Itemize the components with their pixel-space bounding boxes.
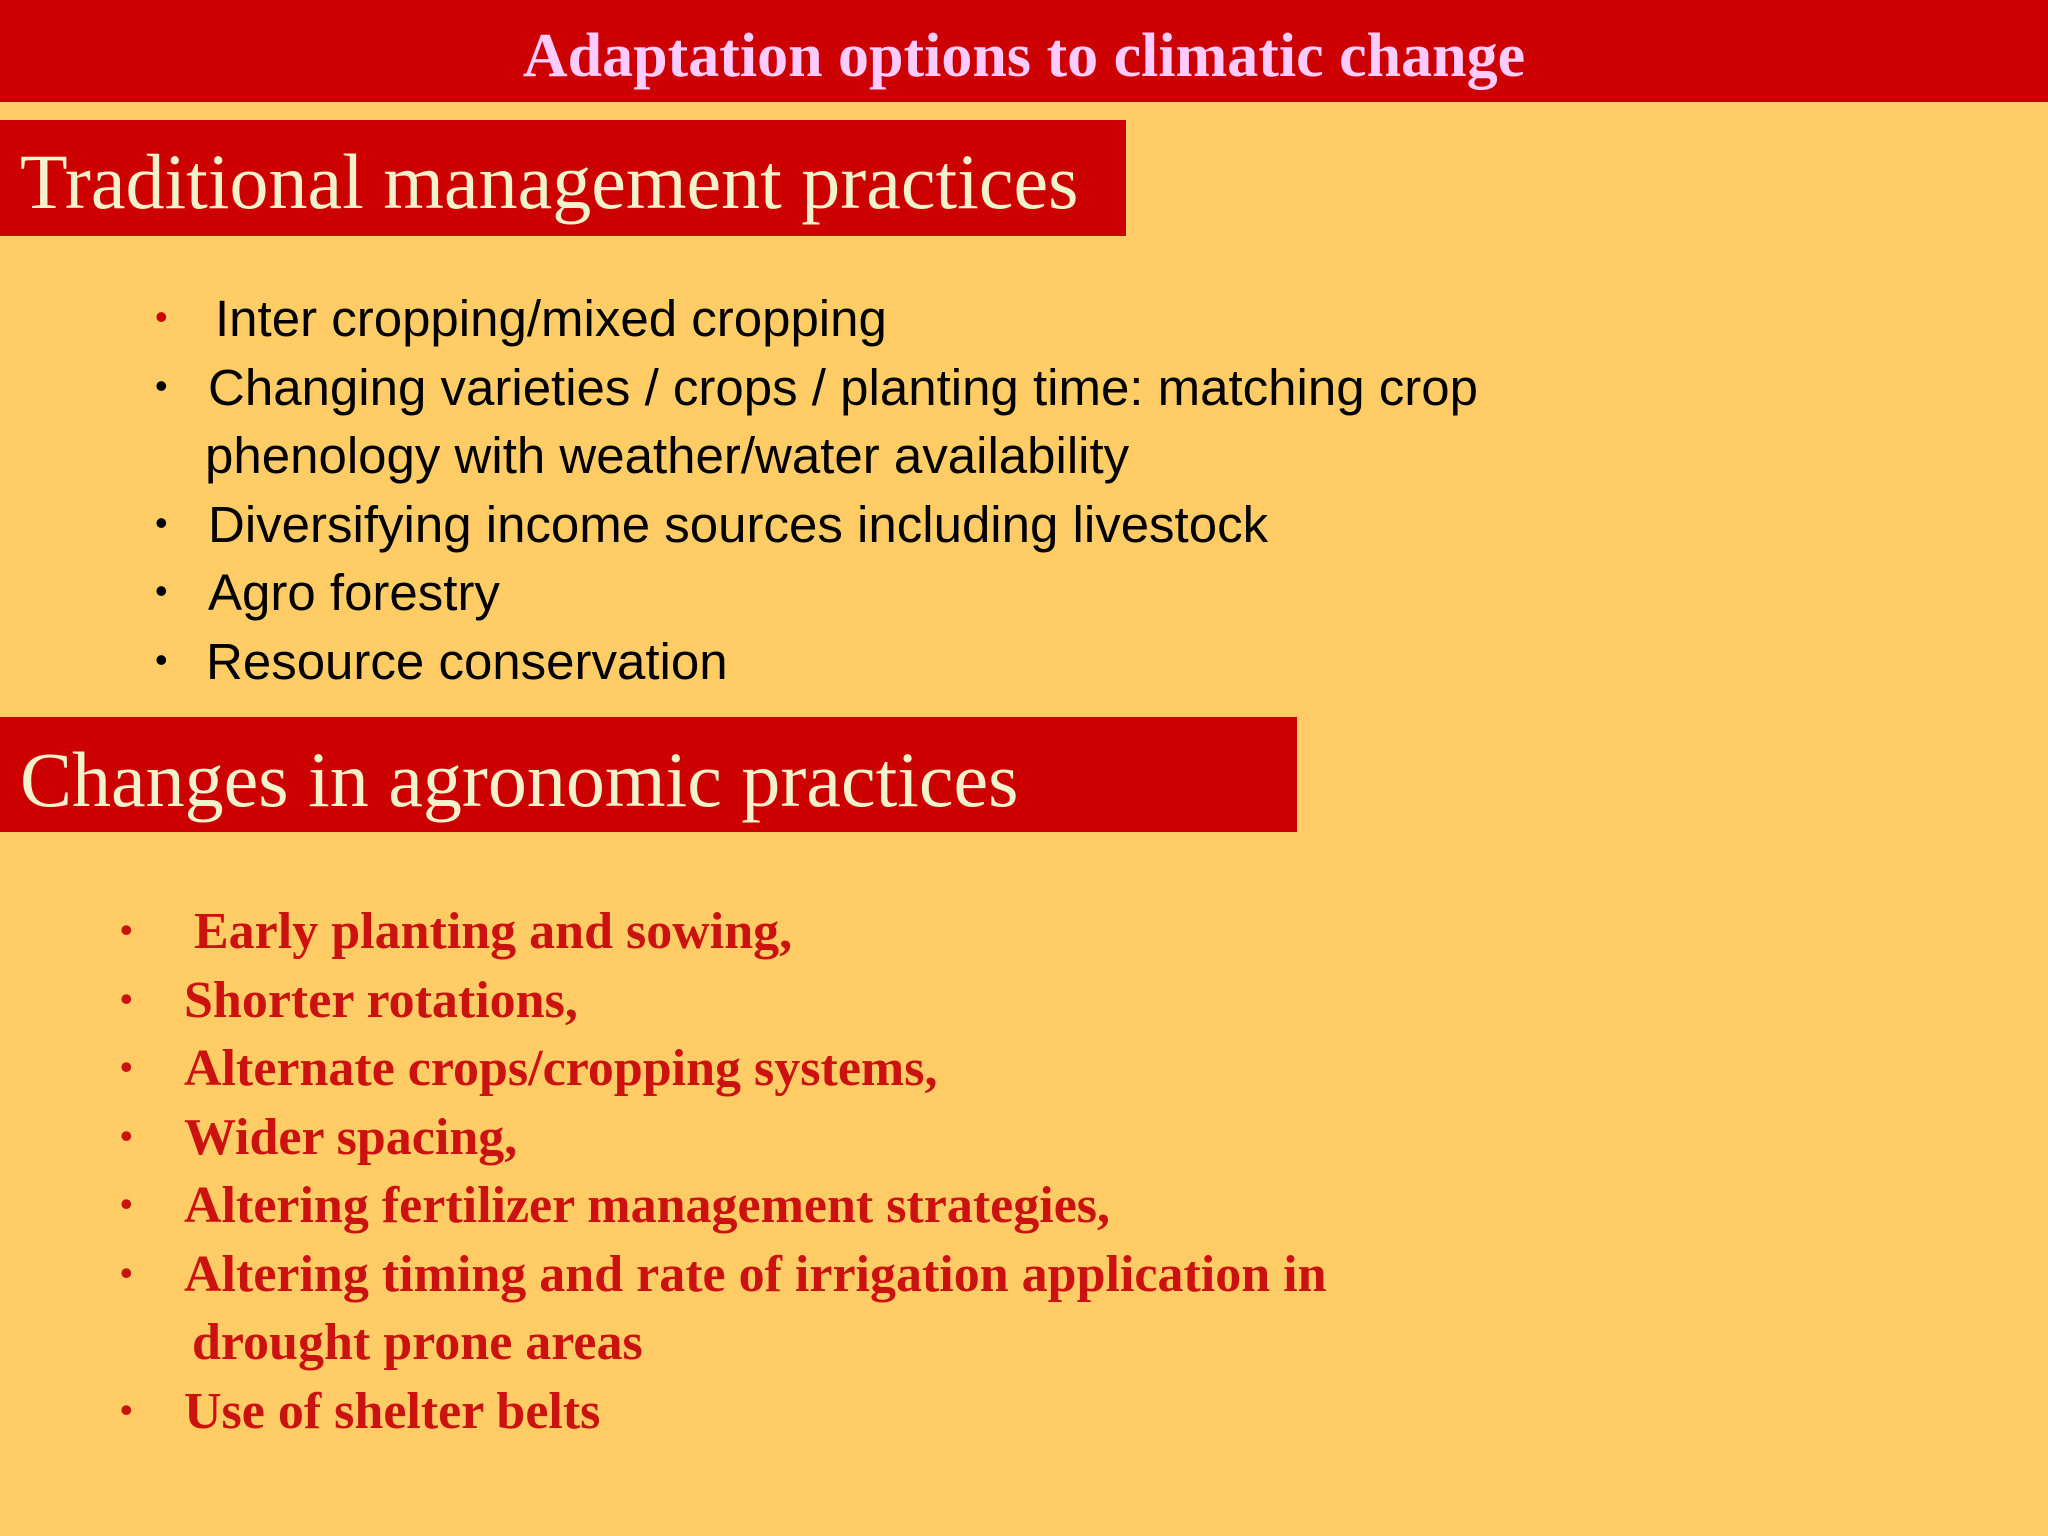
list-item [120,898,1327,967]
list-item [120,1104,1327,1173]
bullet-icon: • [155,364,168,406]
list-item [155,354,1478,423]
list-item-text: Alternate crops/cropping systems, [184,1040,938,1097]
list-item-text: Wider spacing, [184,1108,518,1166]
bullet-icon: • [120,1047,133,1087]
list-item-continuation [120,1309,1327,1378]
bullet-icon: • [120,1252,133,1293]
section-heading-agronomic: Changes in agronomic practices [20,736,1019,823]
list-item-text: Altering fertilizer management strategies, [184,1177,1111,1234]
list-item-text: Agro forestry [208,564,500,621]
list-item [120,1378,1327,1447]
list-item-text: phenology with weather/water availability [205,427,1130,484]
list-item-text: Use of shelter belts [184,1382,601,1440]
list-item-text: Altering timing and rate of irrigation application in [184,1245,1327,1303]
list-item-text: Changing varieties / crops / planting time: matching crop [208,358,1478,416]
bullet-icon: • [120,910,133,950]
list-item [155,491,1478,560]
agronomic-practices-list [120,898,1327,1446]
list-item-text: Inter cropping/mixed cropping [215,290,887,347]
bullet-icon: • [120,1115,133,1156]
bullet-icon: • [120,978,133,1019]
list-item-text: Resource conservation [206,632,728,690]
bullet-icon: • [120,1184,133,1224]
list-item [155,285,1478,354]
bullet-icon: • [155,638,168,680]
list-item-text: drought prone areas [192,1314,643,1371]
bullet-icon: • [155,501,168,543]
section-heading-traditional: Traditional management practices [20,138,1079,225]
list-item-text: Diversifying income sources including livestock [208,495,1269,553]
traditional-practices-list [155,285,1478,696]
list-item [120,1172,1327,1241]
list-item [120,1241,1327,1310]
list-item-text: Shorter rotations, [184,971,578,1029]
list-item [120,1035,1327,1104]
list-item [155,559,1478,628]
list-item [120,967,1327,1036]
list-item [155,628,1478,697]
bullet-icon: • [155,570,168,611]
slide-title: Adaptation options to climatic change [522,22,1526,90]
bullet-icon: • [155,296,168,337]
list-item-text: Early planting and sowing, [194,903,793,960]
list-item-continuation [155,422,1478,491]
bullet-icon: • [120,1389,133,1430]
